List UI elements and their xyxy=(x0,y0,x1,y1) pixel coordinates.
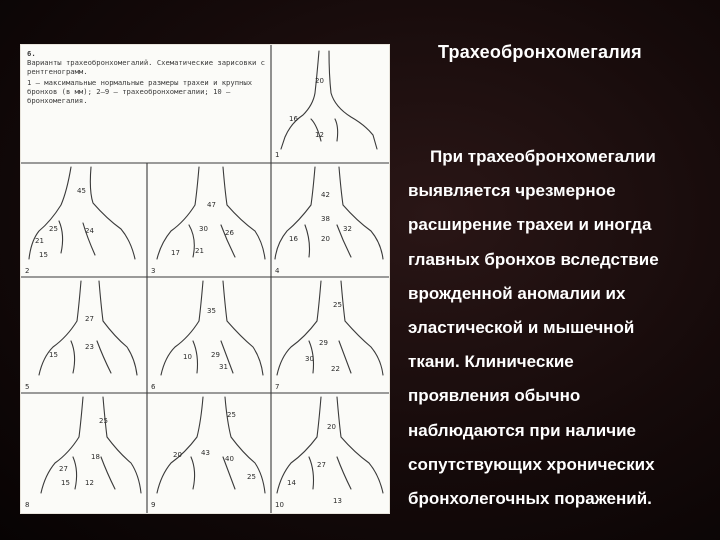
measurement-label: 17 xyxy=(171,249,180,257)
measurement-label: 12 xyxy=(85,479,94,487)
measurement-label: 12 xyxy=(315,131,324,139)
measurement-label: 29 xyxy=(211,351,220,359)
measurement-label: 25 xyxy=(247,473,256,481)
measurement-label: 32 xyxy=(343,225,352,233)
measurement-label: 30 xyxy=(305,355,314,363)
measurement-label: 20 xyxy=(173,451,182,459)
measurement-label: 21 xyxy=(195,247,204,255)
body-line: эластической и мышечной xyxy=(408,318,635,338)
panel-number: 7 xyxy=(275,383,280,391)
measurement-label: 23 xyxy=(85,343,94,351)
panel-number: 9 xyxy=(151,501,156,509)
panel-number: 10 xyxy=(275,501,284,509)
panel-1-drawing xyxy=(281,51,377,149)
panel-6-drawing xyxy=(161,281,263,375)
body-line: расширение трахеи и иногда xyxy=(408,215,652,235)
figure-number: 6. xyxy=(27,49,36,58)
body-line: выявляется чрезмерное xyxy=(408,181,616,201)
slide-body-text xyxy=(408,140,708,516)
panel-5-drawing xyxy=(39,281,137,375)
measurement-label: 42 xyxy=(321,191,330,199)
body-line: ткани. Клинические xyxy=(408,352,574,372)
measurement-label: 22 xyxy=(331,365,340,373)
panel-2-drawing xyxy=(29,167,135,259)
measurement-label: 30 xyxy=(199,225,208,233)
measurement-label: 26 xyxy=(225,229,234,237)
measurement-label: 24 xyxy=(85,227,94,235)
measurement-label: 25 xyxy=(99,417,108,425)
panel-number: 8 xyxy=(25,501,30,509)
panel-number: 6 xyxy=(151,383,156,391)
panel-number: 5 xyxy=(25,383,30,391)
panel-7-drawing xyxy=(277,281,383,375)
panel-4-drawing xyxy=(275,167,383,259)
measurement-label: 38 xyxy=(321,215,330,223)
body-line: бронхолегочных поражений. xyxy=(408,489,652,509)
measurement-label: 25 xyxy=(49,225,58,233)
panel-number: 4 xyxy=(275,267,280,275)
measurement-label: 35 xyxy=(207,307,216,315)
panel-3-drawing xyxy=(157,167,265,259)
slide-title: Трахеобронхомегалия xyxy=(438,42,642,62)
measurement-label: 25 xyxy=(333,301,342,309)
measurement-label: 15 xyxy=(61,479,70,487)
measurement-label: 16 xyxy=(289,235,298,243)
measurement-label: 47 xyxy=(207,201,216,209)
measurement-label: 13 xyxy=(333,497,342,505)
measurement-label: 43 xyxy=(201,449,210,457)
measurement-label: 27 xyxy=(317,461,326,469)
figure-drawings xyxy=(21,45,389,513)
measurement-label: 20 xyxy=(327,423,336,431)
measurement-label: 29 xyxy=(319,339,328,347)
measurement-label: 15 xyxy=(49,351,58,359)
measurement-label: 21 xyxy=(35,237,44,245)
body-line: главных бронхов вследствие xyxy=(408,249,659,269)
panel-number: 2 xyxy=(25,267,30,275)
measurement-label: 45 xyxy=(77,187,86,195)
measurement-label: 18 xyxy=(91,453,100,461)
body-line: врожденной аномалии их xyxy=(408,283,626,303)
figure-title: Варианты трахеобронхомегалий. Схематические зарисовки с рентгенограмм. xyxy=(27,58,265,76)
measurement-label: 40 xyxy=(225,455,234,463)
bronchial-diagram-figure xyxy=(20,44,390,514)
measurement-label: 20 xyxy=(315,77,324,85)
measurement-label: 25 xyxy=(227,411,236,419)
measurement-label: 31 xyxy=(219,363,228,371)
measurement-label: 10 xyxy=(183,353,192,361)
body-line: сопутствующих хронических xyxy=(408,454,655,474)
body-line: наблюдаются при наличие xyxy=(408,420,637,440)
measurement-label: 15 xyxy=(39,251,48,259)
panel-number: 3 xyxy=(151,267,156,275)
panel-number: 1 xyxy=(275,151,280,159)
measurement-label: 20 xyxy=(321,235,330,243)
figure-legend: 1 — максимальные нормальные размеры трахеи и крупных бронхов (в мм); 2—9 — трахеобронхомегалии; 10 — бронхомегалия. xyxy=(27,78,253,105)
body-line: проявления обычно xyxy=(408,386,581,406)
measurement-label: 27 xyxy=(59,465,68,473)
body-line: При трахеобронхомегалии xyxy=(430,147,656,166)
measurement-label: 16 xyxy=(289,115,298,123)
measurement-label: 14 xyxy=(287,479,296,487)
measurement-label: 27 xyxy=(85,315,94,323)
